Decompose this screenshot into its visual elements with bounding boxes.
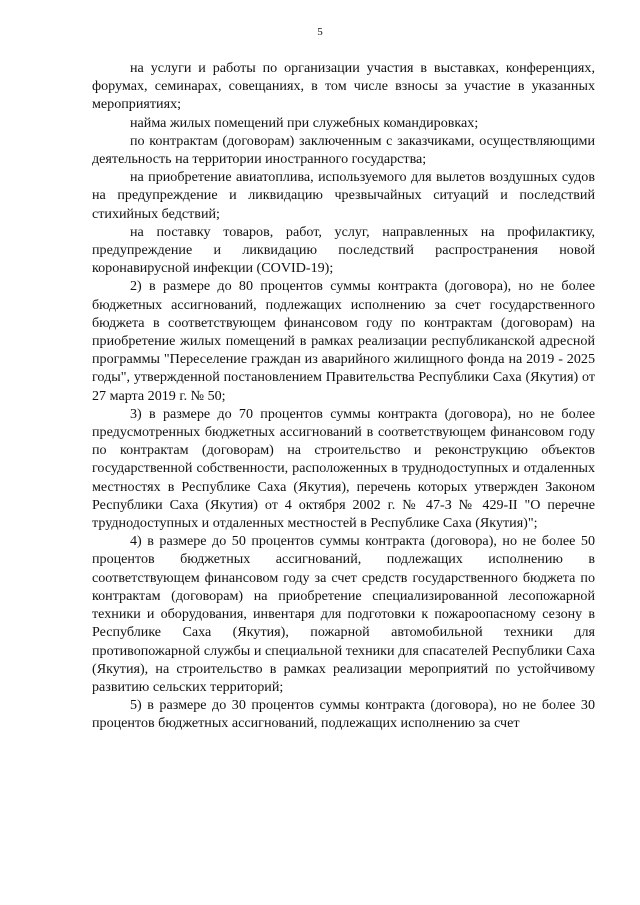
paragraph-item-5: 5) в размере до 30 процентов суммы контракта (договора), но не более 30 процентов бюджетных ассигнований, подлежащих исполнению за счет bbox=[92, 697, 595, 732]
paragraph-exhibitions: на услуги и работы по организации участия в выставках, конференциях, форумах, семинарах, совещаниях, в том числе взносы за участие в указанных мероприятиях; bbox=[92, 60, 595, 113]
document-body bbox=[92, 59, 595, 733]
paragraph-item-3: 3) в размере до 70 процентов суммы контракта (договора), но не более предусмотренных бюджетных ассигнований в соответствующем финансовом году по контрактам (договорам) на строительство и реконструкцию объектов государственной собственности, расположенных в труднодоступных и отдаленных местностях в Республике Саха (Якутия), перечень которых утвержден Законом Республики Саха (Якутия) от 4 октября 2002 г. № 47-З № 429-II "О перечне труднодоступных и отдаленных местностей в Республике Саха (Якутия)"; bbox=[92, 405, 595, 532]
paragraph-item-2: 2) в размере до 80 процентов суммы контракта (договора), но не более бюджетных ассигнований, подлежащих исполнению за счет государственного бюджета в соответствующем финансовом году по контрактам (договорам) на приобретение жилых помещений в рамках реализации республиканской адресной программы "Переселение граждан из аварийного жилищного фонда на 2019 - 2025 годы", утвержденной постановлением Правительства Республики Саха (Якутия) от 27 марта 2019 г. № 50; bbox=[92, 278, 595, 404]
paragraph-covid: на поставку товаров, работ, услуг, направленных на профилактику, предупреждение и ликвидацию последствий распространения новой коронавирусной инфекции (COVID-19); bbox=[92, 223, 595, 277]
paragraph-aviation-fuel: на приобретение авиатоплива, используемого для вылетов воздушных судов на предупреждение и ликвидацию чрезвычайных ситуаций и последствий стихийных бедствий; bbox=[92, 169, 595, 222]
paragraph-foreign-contracts: по контрактам (договорам) заключенным с заказчиками, осуществляющими деятельность на территории иностранного государства; bbox=[92, 132, 595, 168]
paragraph-item-4: 4) в размере до 50 процентов суммы контракта (договора), но не более 50 процентов бюджетных ассигнований, подлежащих исполнению в соответствующем финансовом году за счет средств государственного бюджета по контрактам (договорам) на приобретение специализированной лесопожарной техники и оборудования, инвентаря для подготовки к пожароопасному сезону в Республике Саха (Якутия), пожарной автомобильной техники для противопожарной службы и специальной техники для спасателей Республики Саха (Якутия), на строительство в рамках реализации мероприятий по устойчивому развитию сельских территорий; bbox=[92, 533, 595, 695]
paragraph-housing-rent: найма жилых помещений при служебных командировках; bbox=[130, 114, 479, 131]
page-number: 5 bbox=[317, 26, 323, 38]
